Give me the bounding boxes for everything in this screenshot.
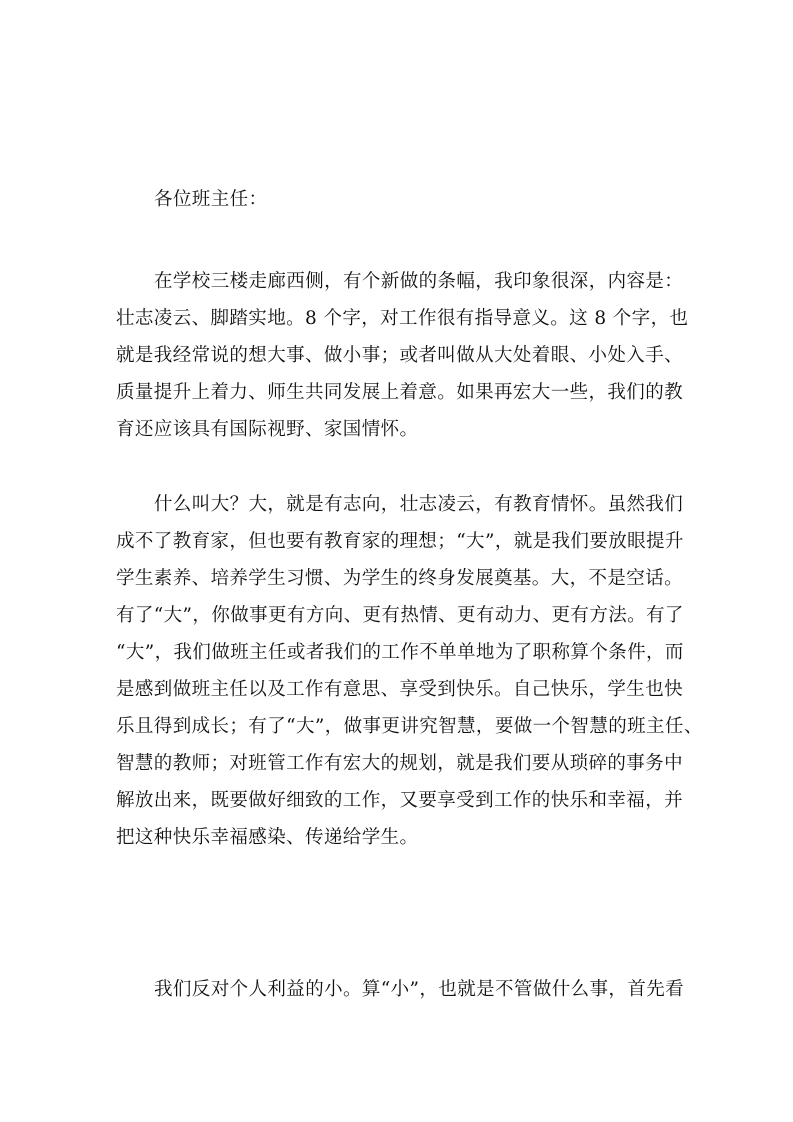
paragraph-line: 成不了教育家，但也要有教育家的理想；“大”，就是我们要放眼提升 [116, 531, 684, 552]
paragraph-line: 我们反对个人利益的小。算“小”，也就是不管做什么事，首先看 [154, 979, 685, 1000]
paragraph-line: 智慧的教师；对班管工作有宏大的规划，就是我们要从琐碎的事务中 [116, 753, 684, 774]
paragraph-line: 什么叫大？大，就是有志向，壮志凌云，有教育情怀。虽然我们 [154, 494, 684, 515]
paragraph-line: 把这种快乐幸福感染、传递给学生。 [116, 827, 419, 848]
paragraph-line: 就是我经常说的想大事、做小事；或者叫做从大处着眼、小处入手、 [116, 345, 684, 366]
paragraph-line: 在学校三楼走廊西侧，有个新做的条幅，我印象很深，内容是： [154, 271, 684, 292]
paragraph-line: 学生素养、培养学生习惯、为学生的终身发展奠基。大，不是空话。 [116, 568, 684, 589]
salutation: 各位班主任： [154, 189, 268, 210]
paragraph-line: 质量提升上着力、师生共同发展上着意。如果再宏大一些，我们的教 [116, 382, 684, 403]
paragraph-line: 壮志凌云、脚踏实地。8 个字，对工作很有指导意义。这 8 个字，也 [116, 308, 689, 329]
paragraph-line: 乐且得到成长；有了“大”，做事更讲究智慧，要做一个智慧的班主任、 [116, 716, 703, 737]
paragraph-line: 是感到做班主任以及工作有意思、享受到快乐。自己快乐，学生也快 [116, 679, 684, 700]
paragraph-line: “大”，我们做班主任或者我们的工作不单单地为了职称算个条件，而 [116, 642, 684, 663]
paragraph-line: 育还应该具有国际视野、家国情怀。 [116, 419, 419, 440]
paragraph-line: 解放出来，既要做好细致的工作，又要享受到工作的快乐和幸福，并 [116, 790, 684, 811]
paragraph-line: 有了“大”，你做事更有方向、更有热情、更有动力、更有方法。有了 [116, 605, 684, 626]
